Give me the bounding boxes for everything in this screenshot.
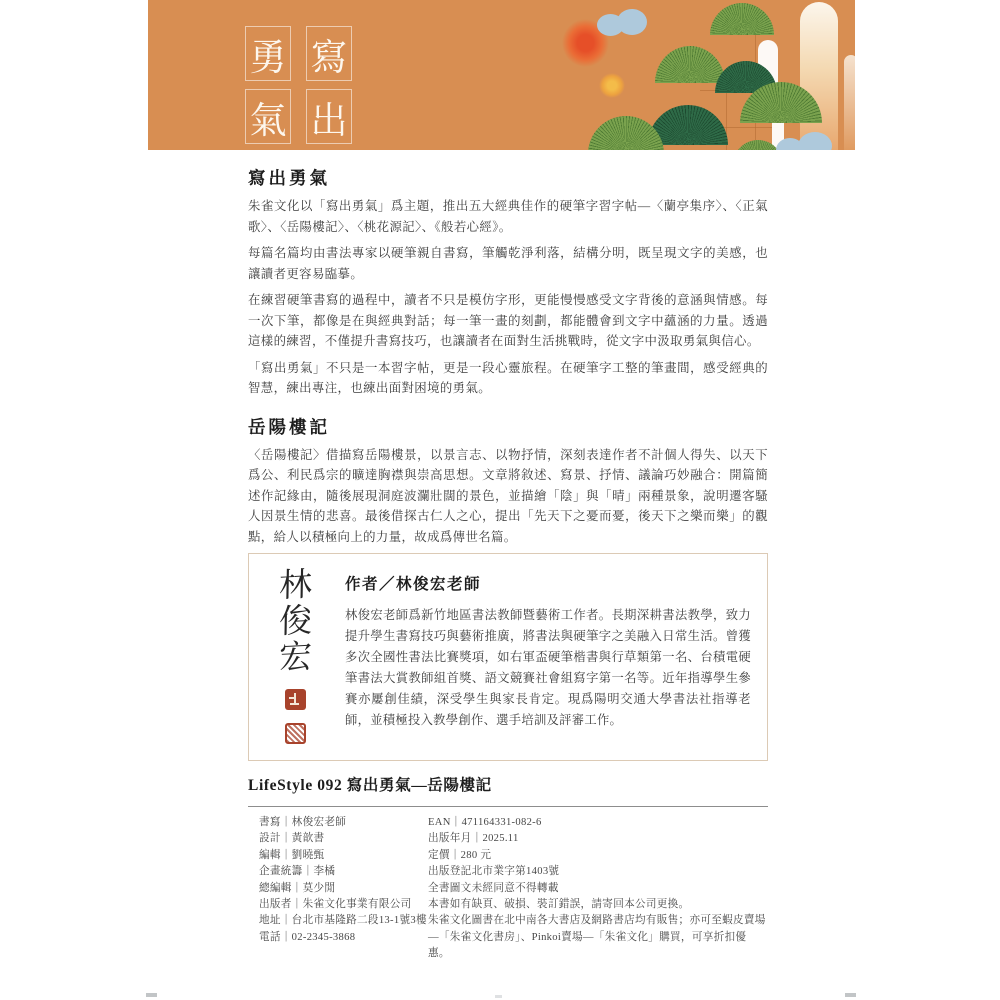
author-seal-icon <box>285 723 306 744</box>
author-bio: 林俊宏老師爲新竹地區書法教師暨藝術工作者。長期深耕書法教學，致力提升學生書寫技巧與藝術推廣，將書法與硬筆字之美融入日常生活。曾獲多次全國性書法比賽獎項，如右軍盃硬筆楷書與行草類第一名、台積電硬筆書法大賞教師組首獎、語文競賽社會組寫字第一名等。近年指導學生參賽亦屢創佳績，深受學生與家長肯定。現爲陽明交通大學書法社指導老師，並積極投入教學創作、選手培訓及評審工作。 <box>345 608 751 727</box>
paragraph: 每篇名篇均由書法專家以硬筆親自書寫，筆觸乾淨利落，結構分明，既呈現文字的美感，也讓讀者更容易臨摹。 <box>248 246 768 281</box>
colophon-line: 朱雀文化圖書在北中南各大書店及網路書店均有販售；亦可至蝦皮賣場—「朱雀文化書房」、Pinkoi賣場—「朱雀文化」購買，可享折扣優惠。 <box>428 915 766 960</box>
paragraph: 在練習硬筆書寫的過程中，讀者不只是模仿字形，更能慢慢感受文字背後的意涵與情感。每一次下筆，都像是在與經典對話；每一筆一畫的刻劃，都能體會到文字中蘊涵的力量。透過這樣的練習，不僅提升書寫技巧，也讓讀者在面對生活挑戰時，從文字中汲取勇氣與信心。 <box>248 293 768 348</box>
colophon-line: 地址｜台北市基隆路二段13-1號3樓 <box>259 915 427 927</box>
cloud-icon <box>597 9 647 37</box>
colophon-line: 編輯｜劉曉甄 <box>259 849 325 861</box>
paragraph: 〈岳陽樓記〉借描寫岳陽樓景，以景言志、以物抒情，深刻表達作者不計個人得失、以天下爲公、利民爲宗的曠達胸襟與崇高思想。文章將敘述、寫景、抒情、議論巧妙融合：開篇簡述作記緣由，隨後展現洞庭波瀾壯闊的景色，並描繪「陰」與「晴」兩種景象，說明遷客騷人因景生情的悲喜。最後借探古仁人之心，提出「先天下之憂而憂，後天下之樂而樂」的觀點，給人以積極向上的力量，故成爲傳世名篇。 <box>248 447 768 544</box>
divider <box>248 806 768 807</box>
colophon-line: 電話｜02-2345-3868 <box>259 931 356 943</box>
banner-title-char: 勇 <box>245 26 291 81</box>
next-page-tear-mark <box>146 993 157 997</box>
author-box <box>248 553 768 761</box>
pine-fan-icon <box>588 116 664 150</box>
pine-fan-icon <box>655 46 725 83</box>
colophon-left-column <box>259 815 428 963</box>
product-title: LifeStyle 092 寫出勇氣—岳陽樓記 <box>248 777 492 794</box>
banner-title <box>245 26 352 144</box>
author-calligraphy <box>269 568 321 744</box>
author-info <box>345 568 751 744</box>
colophon-line: 出版年月｜2025.11 <box>428 833 519 845</box>
book-detail-page <box>148 0 855 1000</box>
banner-title-char: 出 <box>306 89 352 144</box>
colophon-right-column <box>428 815 768 963</box>
colophon <box>248 815 768 963</box>
colophon-line: 企畫統籌｜李橘 <box>259 866 336 878</box>
colophon-line: 總編輯｜莫少閒 <box>259 882 336 894</box>
author-heading: 作者／林俊宏老師 <box>345 576 482 593</box>
next-page-tear-mark <box>495 995 502 998</box>
section-paragraphs <box>248 196 768 399</box>
colophon-line: 本書如有缺頁、破損、裝訂錯誤，請寄回本公司更換。 <box>428 899 690 911</box>
calligraphy-char: 俊 <box>278 603 312 641</box>
colophon-line: 出版登記北市業字第1403號 <box>428 866 560 878</box>
content <box>148 166 855 963</box>
calligraphy-char: 林 <box>278 567 312 605</box>
section-paragraphs <box>248 445 768 548</box>
banner-title-char: 寫 <box>306 26 352 81</box>
small-sun-icon <box>599 73 625 98</box>
cloud-icon <box>776 132 838 150</box>
colophon-line: EAN｜471164331-082-6 <box>428 817 542 828</box>
pine-fan-icon <box>710 3 774 35</box>
cream-pillar-icon <box>844 55 855 150</box>
paragraph: 朱雀文化以「寫出勇氣」爲主題，推出五大經典佳作的硬筆字習字帖—〈蘭亭集序〉、〈正氣歌〉、〈岳陽樓記〉、〈桃花源記〉、《般若心經》。 <box>248 199 768 234</box>
section-heading: 岳陽樓記 <box>248 416 330 437</box>
colophon-line: 定價｜280 元 <box>428 849 492 861</box>
colophon-line: 設計｜黃歆書 <box>259 833 325 845</box>
section-yueyang-tower <box>248 415 768 548</box>
author-seal-icon <box>285 689 306 710</box>
banner <box>148 0 855 150</box>
cream-pillar-icon <box>800 2 838 150</box>
paragraph: 「寫出勇氣」不只是一本習字帖，更是一段心靈旅程。在硬筆字工整的筆畫間，感受經典的智慧，練出專注，也練出面對困境的勇氣。 <box>248 360 768 395</box>
colophon-line: 全書圖文未經同意不得轉載 <box>428 882 559 894</box>
next-page-tear-mark <box>845 993 856 997</box>
banner-title-char: 氣 <box>245 89 291 144</box>
colophon-line: 書寫｜林俊宏老師 <box>259 817 347 828</box>
section-heading: 寫出勇氣 <box>248 168 330 188</box>
colophon-line: 出版者｜朱雀文化事業有限公司 <box>259 899 412 911</box>
calligraphy-char: 宏 <box>278 639 312 677</box>
section-write-courage <box>248 166 768 399</box>
